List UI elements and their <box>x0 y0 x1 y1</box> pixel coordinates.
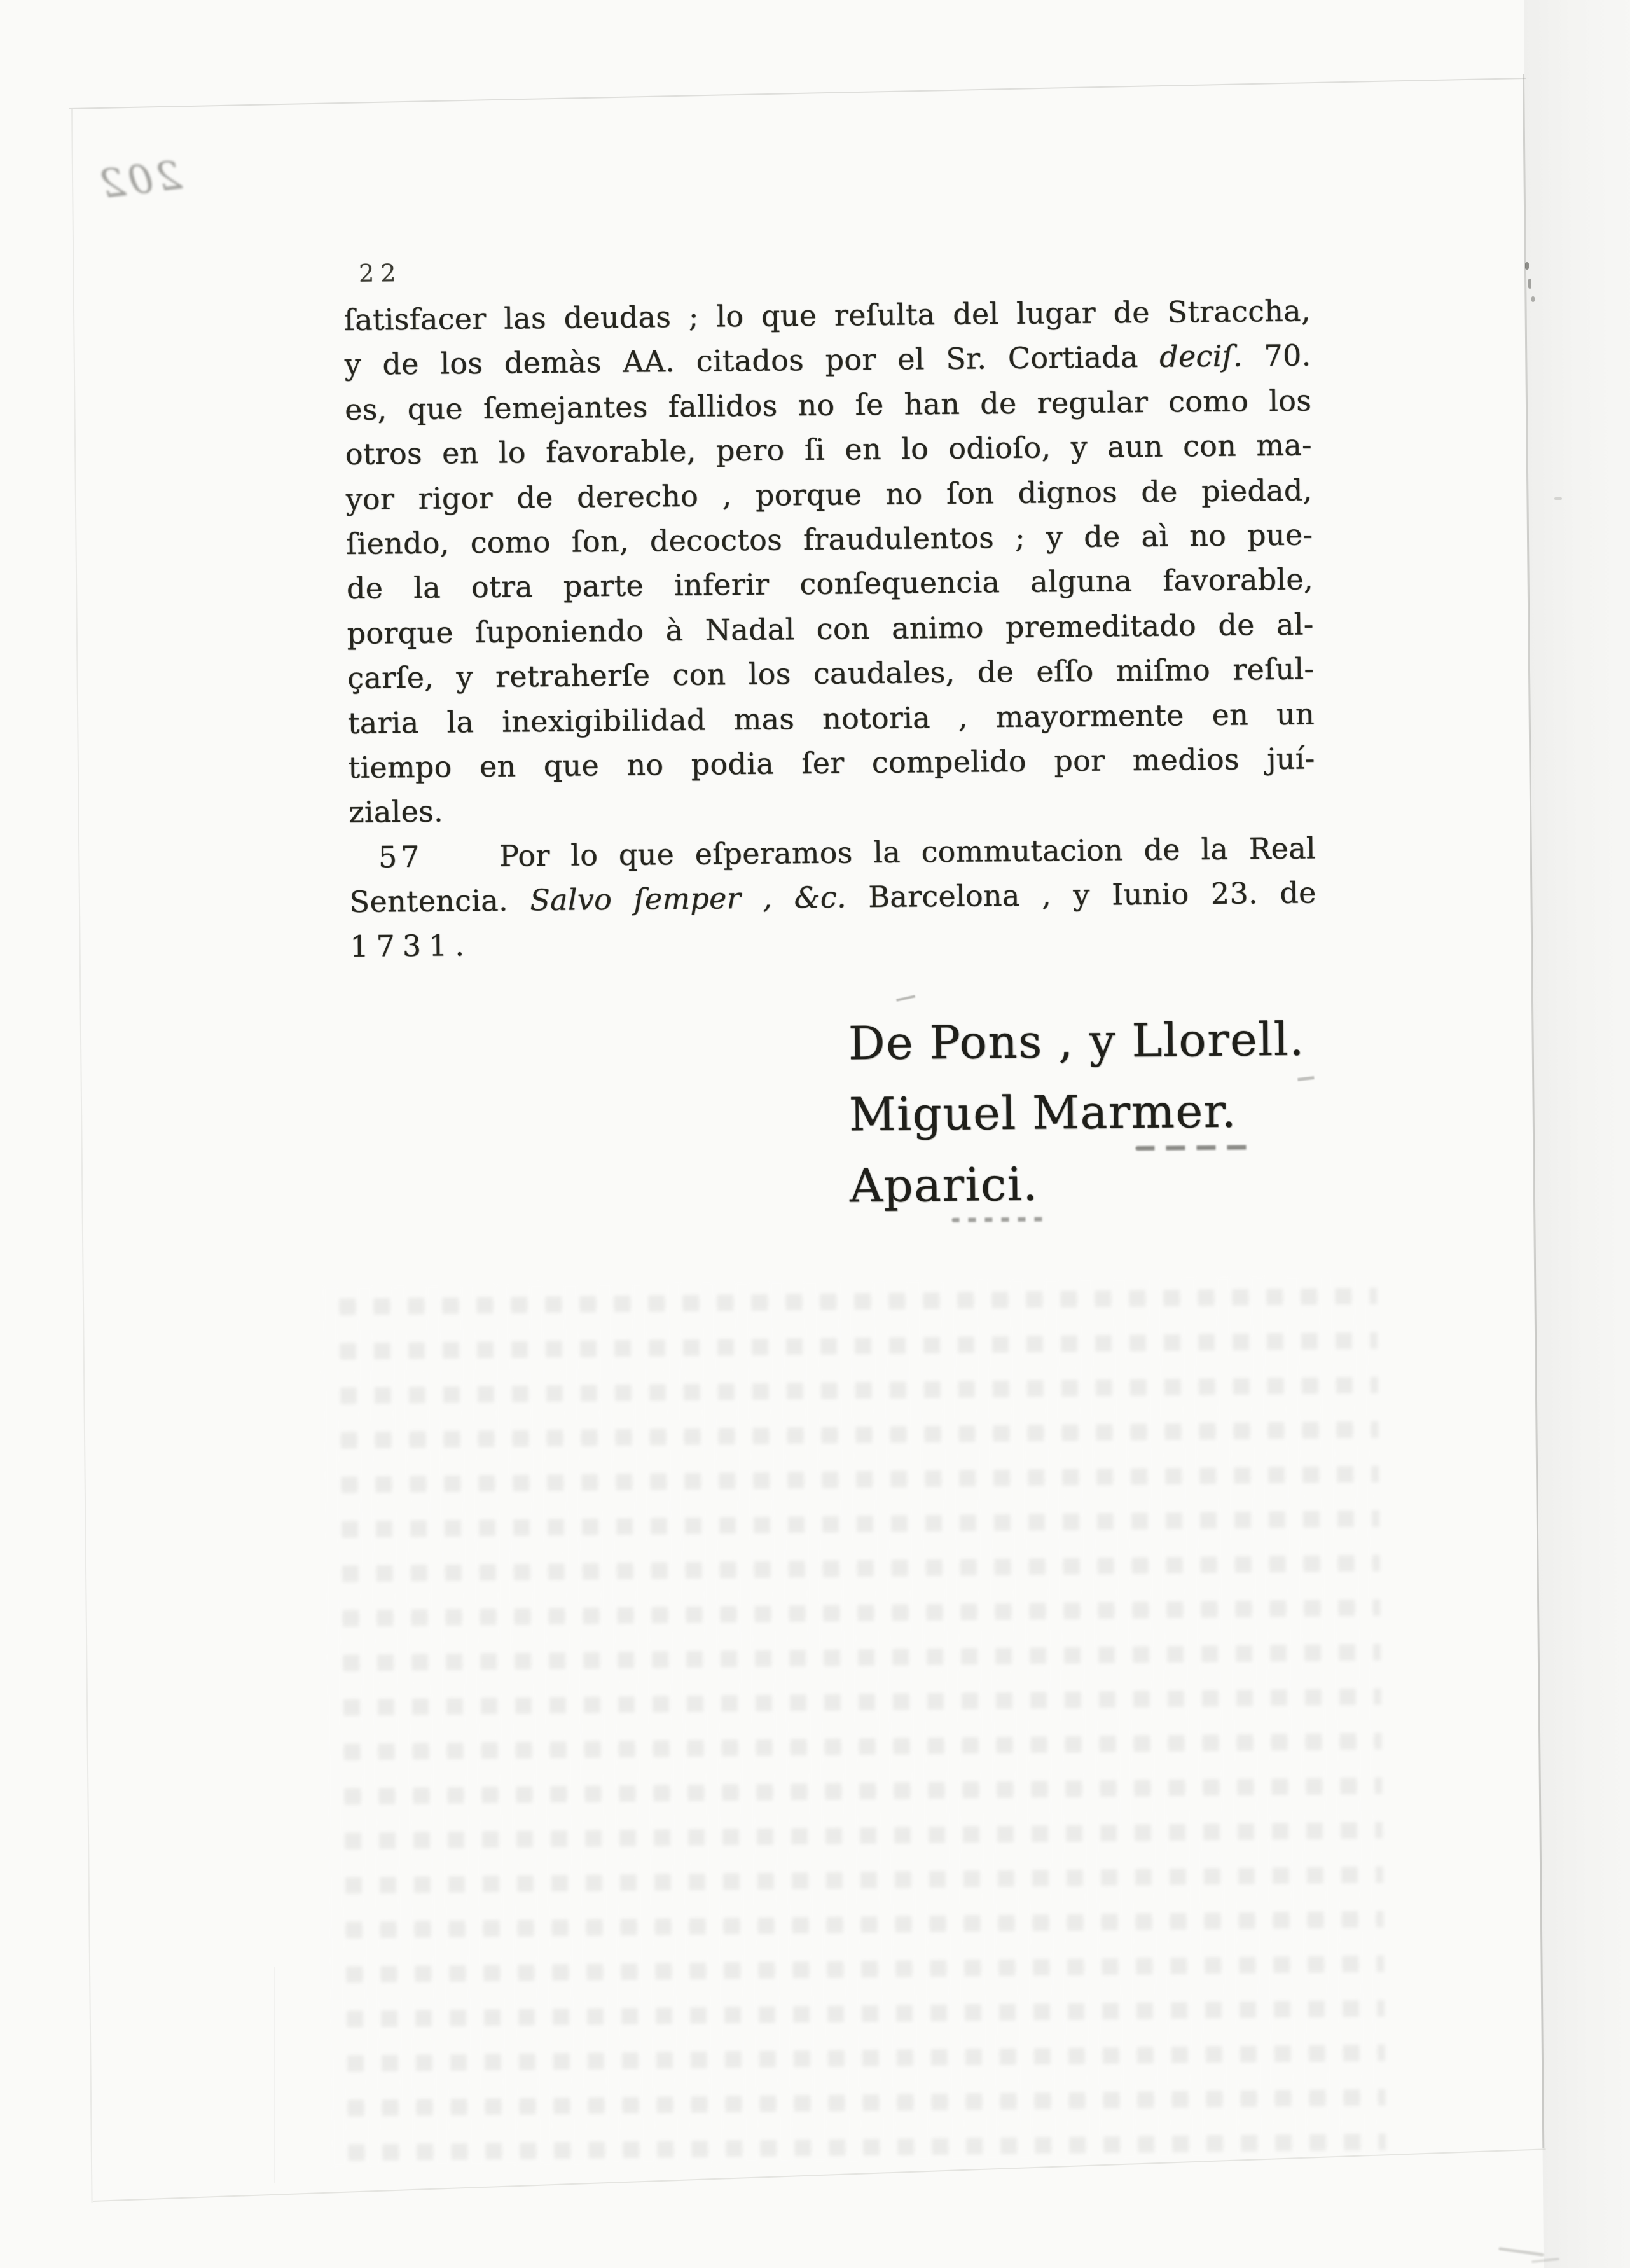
page-number: 22 <box>358 259 403 287</box>
body-line: tiempo en que no podia ſer compelido por medios juí- <box>348 741 1315 785</box>
page-edge-left <box>71 109 93 2203</box>
body-line: es, que ſemejantes fallidos no ſe han de regular como los <box>344 383 1312 427</box>
ink-fleck <box>896 995 915 1001</box>
body-line: ſiendo, como ſon, decoctos fraudulentos ; y de aì no pue- <box>345 517 1313 561</box>
printed-text-block <box>343 252 1316 1213</box>
section-line-text: Barcelona , y Iunio 23. de <box>846 875 1316 915</box>
body-line: ziales. <box>349 794 444 830</box>
latin-phrase-italic: Salvo ſemper , &c. <box>530 880 847 918</box>
signature-block <box>848 1004 1306 1222</box>
handwritten-mark: 202 <box>94 151 184 208</box>
section-57-line <box>349 870 1316 924</box>
section-line-text: Por lo que eſperamos la commutacion de la Real <box>499 831 1316 873</box>
signature-line-aparici: Aparici. <box>849 1157 1039 1213</box>
signature-line-marmer: Miguel Marmer. <box>848 1084 1238 1142</box>
citation-italic: deciſ. <box>1159 338 1243 375</box>
signature-line-de-pons: De Pons , y Llorell. <box>848 1012 1305 1070</box>
ink-smudge-under-aparici <box>951 1217 1048 1222</box>
body-line: otros en lo favorable, pero ſi en lo odioſo, y aun con ma- <box>345 427 1313 472</box>
body-line: yor rigor de derecho , porque no ſon dignos de piedad, <box>345 472 1313 516</box>
section-number: 57 <box>378 839 424 875</box>
page-edge-top <box>69 78 1526 109</box>
verso-bleed-through <box>321 1274 1386 2169</box>
scan-speck <box>1554 497 1562 500</box>
year-line: 1731. <box>350 928 473 964</box>
scan-speck <box>1531 296 1535 302</box>
body-line: çarſe, y retraherſe con los caudales, de eſſo miſmo reſul- <box>347 651 1315 696</box>
body-line-text: 70. <box>1242 338 1311 373</box>
scan-squiggle <box>1498 2247 1544 2257</box>
body-line: porque ſuponiendo à Nadal con animo premeditado de al- <box>347 607 1314 651</box>
body-line: ſatisfacer las deudas ; lo que reſulta del lugar de Straccha, <box>343 293 1311 337</box>
scan-speck <box>1528 279 1531 289</box>
paper-crease <box>274 1967 275 2183</box>
body-line: taria la inexigibilidad mas notoria , mayormente en un <box>347 696 1315 740</box>
scan-speck <box>1525 262 1529 270</box>
body-line-text: y de los demàs AA. citados por el Sr. Cortiada <box>344 340 1160 382</box>
body-line: de la otra parte inferir conſequencia alguna favorable, <box>346 562 1314 606</box>
body-paragraph <box>344 288 1317 969</box>
section-line-text: Sentencia. <box>349 883 530 920</box>
